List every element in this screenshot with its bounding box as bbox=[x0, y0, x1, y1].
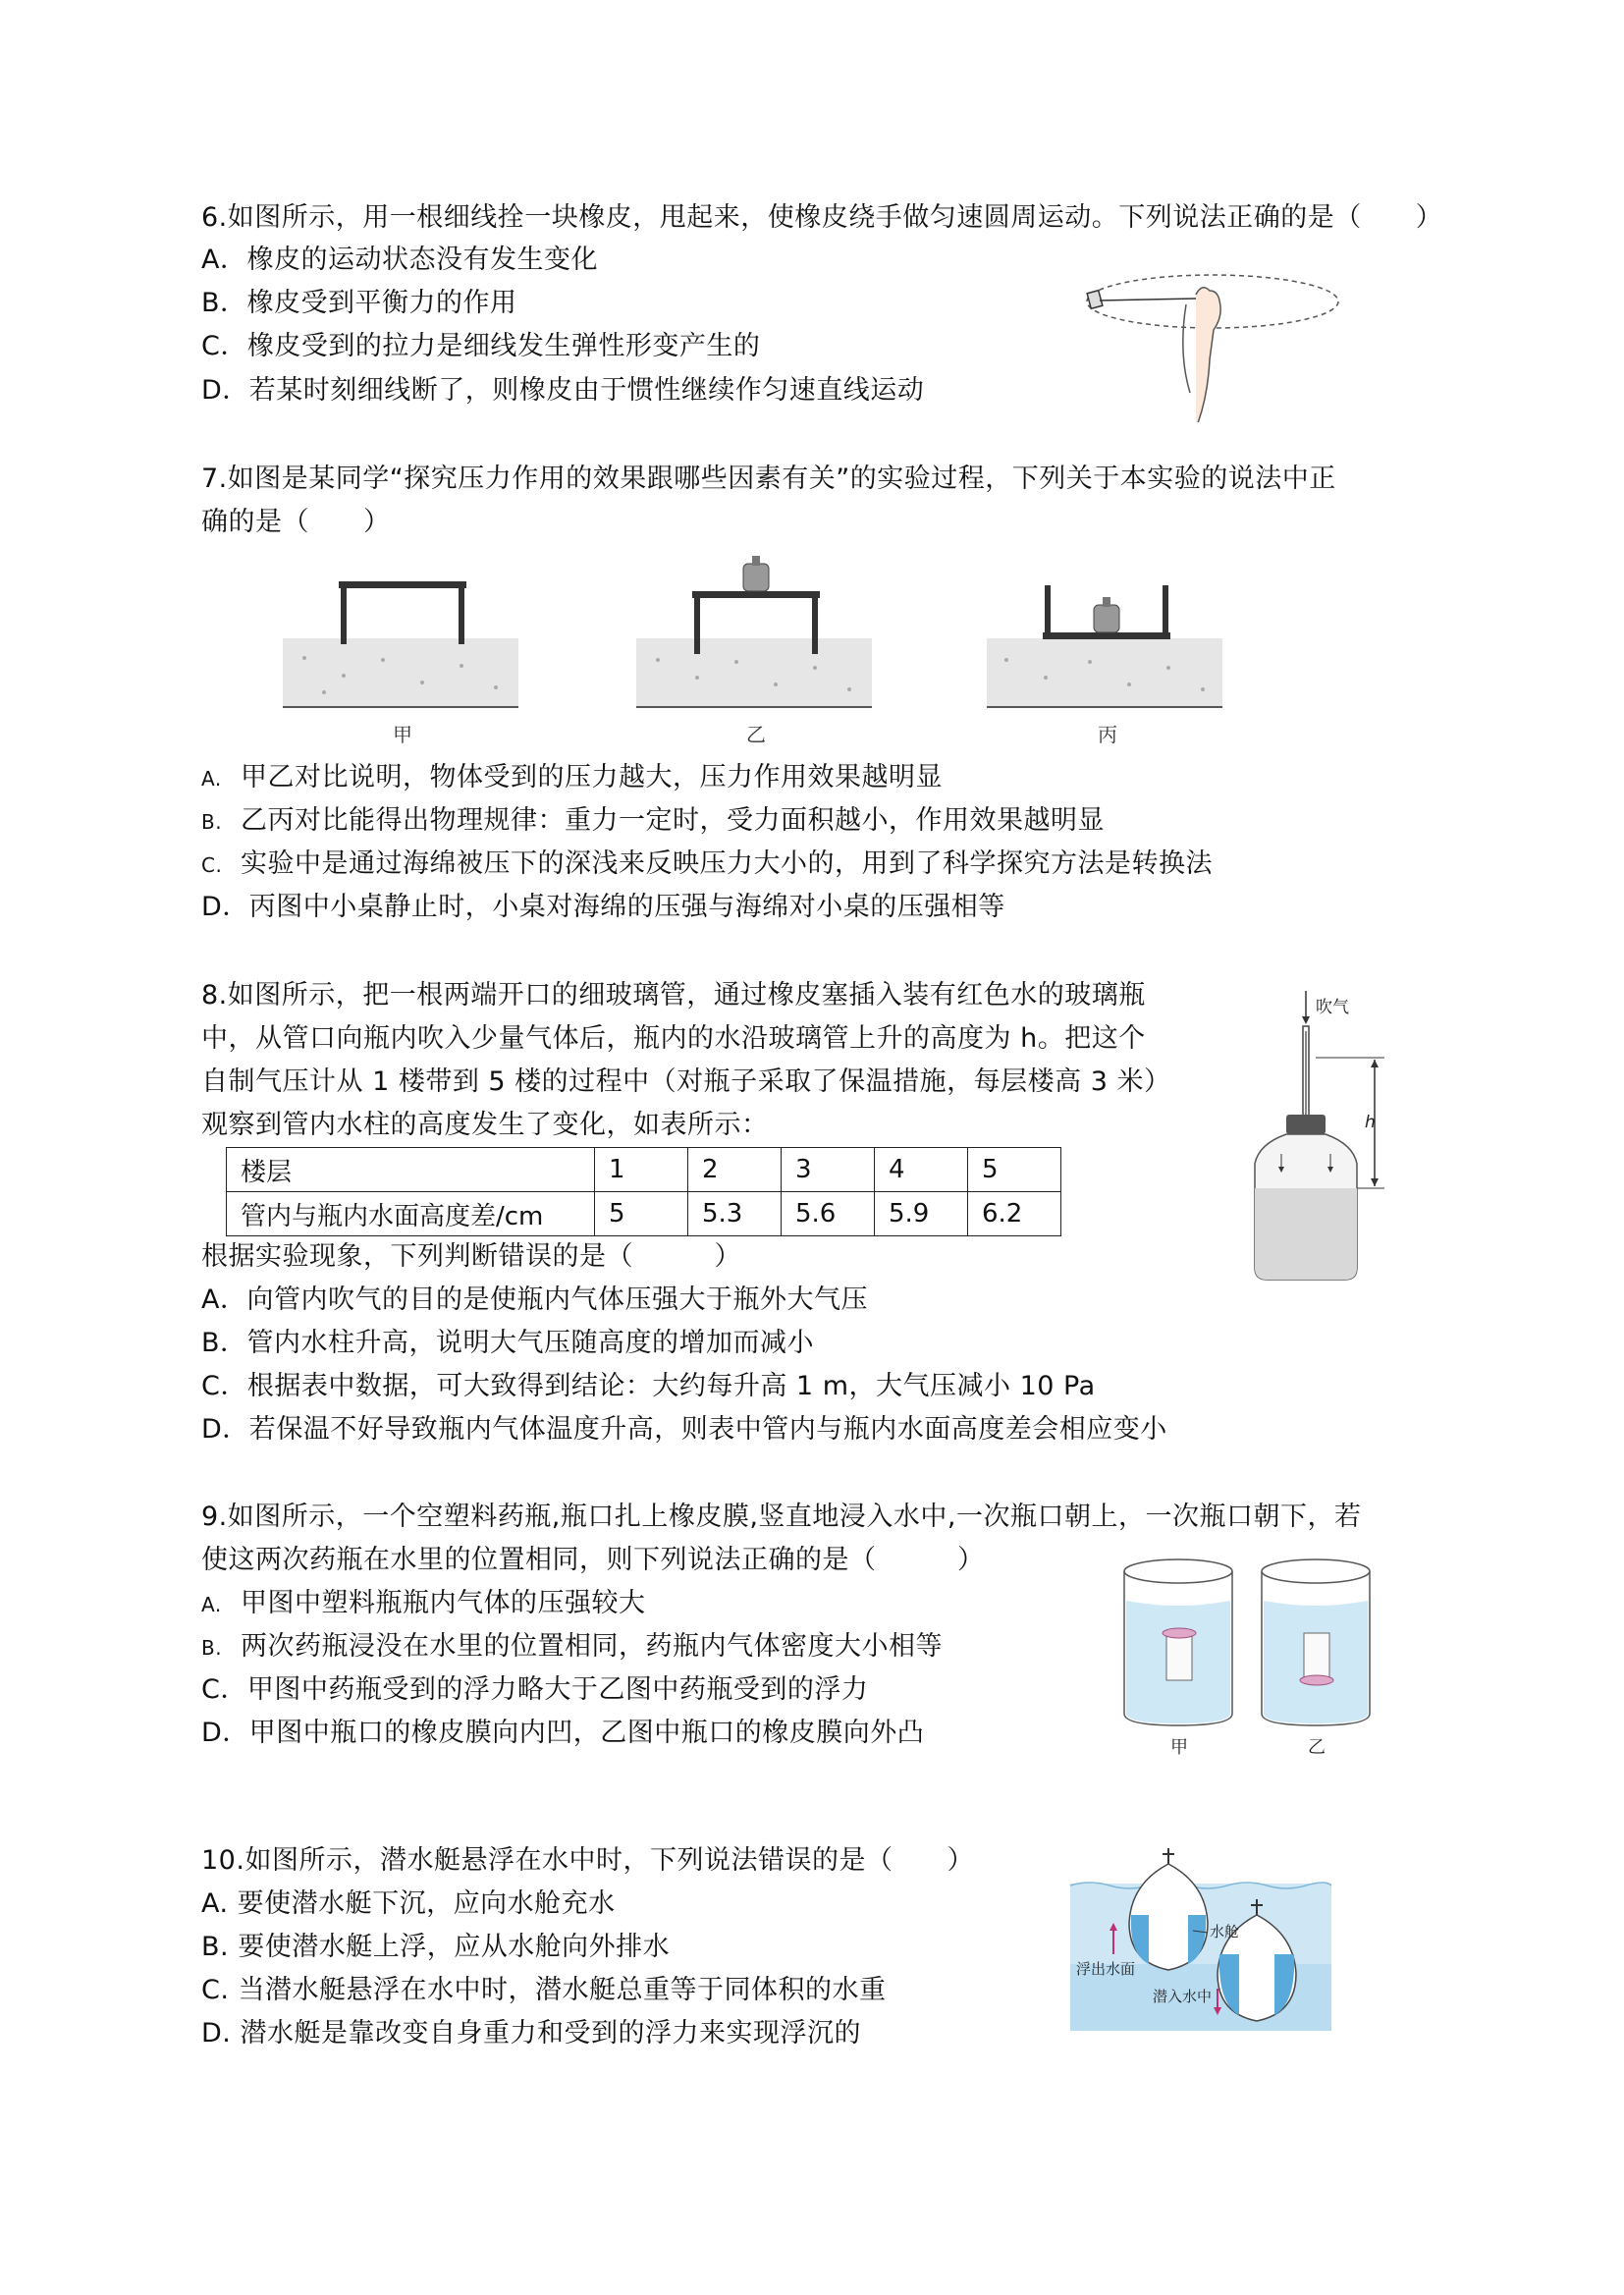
q8-option-d: D．若保温不好导致瓶内气体温度升高，则表中管内与瓶内水面高度差会相应变小 bbox=[201, 1414, 1167, 1445]
table-cell: 4 bbox=[875, 1148, 968, 1192]
q8-option-b: B．管内水柱升高，说明大气压随高度的增加而减小 bbox=[201, 1328, 815, 1358]
table-cell: 1 bbox=[595, 1148, 688, 1192]
table-cell: 5 bbox=[595, 1192, 688, 1236]
q9-stem-line1: 9.如图所示，一个空塑料药瓶,瓶口扎上橡皮膜,竖直地浸入水中,一次瓶口朝上，一次瓶口朝下，若 bbox=[201, 1502, 1362, 1532]
q7-figure-sponge-experiment bbox=[275, 550, 1237, 751]
table-cell: 5.3 bbox=[688, 1192, 782, 1236]
q9-stem-line2: 使这两次药瓶在水里的位置相同，则下列说法正确的是（ ） bbox=[201, 1545, 985, 1575]
q10-figure-submarine bbox=[1070, 1846, 1331, 2033]
q7-stem-line1: 7.如图是某同学“探究压力作用的效果跟哪些因素有关”的实验过程，下列关于本实验的说法中正 bbox=[201, 464, 1336, 494]
q7-label-bing: 丙 bbox=[1098, 723, 1117, 746]
q6-option-c: C．橡皮受到的拉力是细线发生弹性形变产生的 bbox=[201, 331, 761, 361]
q6-option-a: A．橡皮的运动状态没有发生变化 bbox=[201, 245, 598, 275]
q9-option-a: A. 甲图中塑料瓶瓶内气体的压强较大 bbox=[201, 1588, 646, 1618]
q9-option-c: C．甲图中药瓶受到的浮力略大于乙图中药瓶受到的浮力 bbox=[201, 1674, 869, 1705]
q6-option-b: B．橡皮受到平衡力的作用 bbox=[201, 288, 517, 318]
q10-tank-label: 水舱 bbox=[1210, 1923, 1240, 1940]
q7-option-c: C. 实验中是通过海绵被压下的深浅来反映压力大小的，用到了科学探究方法是转换法 bbox=[201, 848, 1213, 879]
q10-stem: 10.如图所示，潜水艇悬浮在水中时，下列说法错误的是（ ） bbox=[201, 1845, 974, 1876]
q7-option-b: B. 乙丙对比能得出物理规律：重力一定时，受力面积越小，作用效果越明显 bbox=[201, 805, 1105, 836]
q8-stem-line4: 观察到管内水柱的高度发生了变化，如表所示： bbox=[201, 1110, 769, 1140]
q8-stem-line1: 8.如图所示，把一根两端开口的细玻璃管，通过橡皮塞插入装有红色水的玻璃瓶 bbox=[201, 980, 1146, 1011]
table-cell: 6.2 bbox=[968, 1192, 1061, 1236]
q10-option-d: D. 潜水艇是靠改变自身重力和受到的浮力来实现浮沉的 bbox=[201, 2018, 861, 2049]
q10-option-b: B. 要使潜水艇上浮，应从水舱向外排水 bbox=[201, 1932, 671, 1962]
table-cell: 5.9 bbox=[875, 1192, 968, 1236]
q8-after-table: 根据实验现象，下列判断错误的是（ ） bbox=[201, 1241, 741, 1272]
q9-label-jia: 甲 bbox=[1170, 1737, 1188, 1758]
table-cell: 5.6 bbox=[782, 1192, 875, 1236]
table-cell: 3 bbox=[782, 1148, 875, 1192]
q6-figure-rubber-circle bbox=[1080, 265, 1345, 422]
table-cell: 5 bbox=[968, 1148, 1061, 1192]
q10-option-a: A. 要使潜水艇下沉，应向水舱充水 bbox=[201, 1888, 616, 1919]
table-cell: 2 bbox=[688, 1148, 782, 1192]
q7-stem-line2: 确的是（ ） bbox=[201, 507, 391, 537]
table-cell: 楼层 bbox=[227, 1148, 595, 1192]
table-row bbox=[227, 1192, 1061, 1236]
q10-float-label: 浮出水面 bbox=[1076, 1960, 1136, 1978]
q8-figure-barometer-bottle bbox=[1237, 987, 1404, 1291]
q9-option-d: D．甲图中瓶口的橡皮膜向内凹，乙图中瓶口的橡皮膜向外凸 bbox=[201, 1718, 925, 1748]
q8-stem-line2: 中，从管口向瓶内吹入少量气体后，瓶内的水沿玻璃管上升的高度为 h。把这个 bbox=[201, 1023, 1146, 1054]
q8-h-label: h bbox=[1365, 1113, 1376, 1132]
q10-sink-label: 潜入水中 bbox=[1153, 1988, 1213, 2005]
q9-option-b: B. 两次药瓶浸没在水里的位置相同，药瓶内气体密度大小相等 bbox=[201, 1631, 943, 1662]
q8-data-table bbox=[226, 1147, 1061, 1236]
q9-figure-bottles-in-water bbox=[1119, 1557, 1375, 1758]
q6-stem: 6.如图所示，用一根细线拴一块橡皮，甩起来，使橡皮绕手做匀速圆周运动。下列说法正确的是（ ） bbox=[201, 202, 1443, 233]
q8-stem-line3: 自制气压计从 1 楼带到 5 楼的过程中（对瓶子采取了保温措施，每层楼高 3 米） bbox=[201, 1066, 1171, 1097]
q7-label-yi: 乙 bbox=[746, 723, 766, 746]
q8-option-a: A．向管内吹气的目的是使瓶内气体压强大于瓶外大气压 bbox=[201, 1284, 868, 1315]
q8-blow-label: 吹气 bbox=[1316, 998, 1349, 1017]
q10-option-c: C. 当潜水艇悬浮在水中时，潜水艇总重等于同体积的水重 bbox=[201, 1975, 887, 2005]
q6-option-d: D．若某时刻细线断了，则橡皮由于惯性继续作匀速直线运动 bbox=[201, 375, 925, 406]
q7-label-jia: 甲 bbox=[393, 723, 412, 746]
q7-option-d: D．丙图中小桌静止时，小桌对海绵的压强与海绵对小桌的压强相等 bbox=[201, 892, 1005, 922]
q7-option-a: A. 甲乙对比说明，物体受到的压力越大，压力作用效果越明显 bbox=[201, 762, 943, 792]
table-cell: 管内与瓶内水面高度差/cm bbox=[227, 1192, 595, 1236]
table-row bbox=[227, 1148, 1061, 1192]
q8-option-c: C．根据表中数据，可大致得到结论：大约每升高 1 m，大气压减小 10 Pa bbox=[201, 1371, 1096, 1401]
q9-label-yi: 乙 bbox=[1308, 1737, 1326, 1758]
